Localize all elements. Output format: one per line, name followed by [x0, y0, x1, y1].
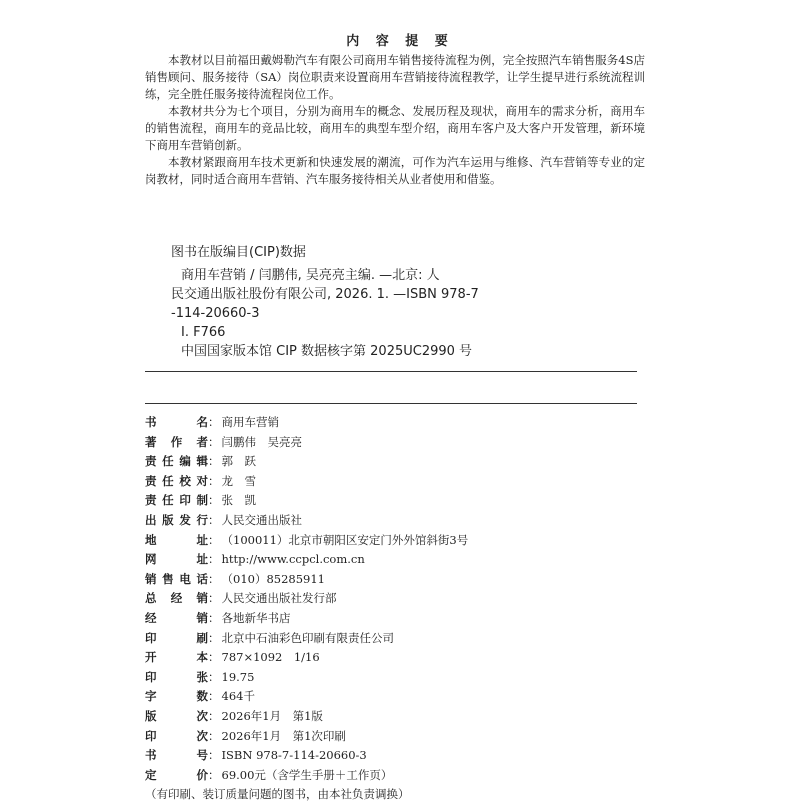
info-label: 版 次 [145, 708, 208, 723]
info-row: 印 次 ： 2026年1月 第1次印刷 [145, 727, 645, 747]
info-row: 地 址 ： （100011）北京市朝阳区安定门外外馆斜街3号 [145, 531, 645, 551]
info-row: 版 次 ： 2026年1月 第1版 [145, 707, 645, 727]
info-value: （100011）北京市朝阳区安定门外外馆斜街3号 [221, 532, 469, 547]
summary-paragraph: 本教材以目前福田戴姆勒汽车有限公司商用车销售接待流程为例，完全按照汽车销售服务4S店销售顾问、服务接待（SA）岗位职责来设置商用车营销接待流程教学，让学生提早进行系统流程训练，完全胜任服务接待流程岗位工作。 [145, 53, 645, 101]
info-value: （010）85285911 [221, 571, 325, 586]
info-value: 19.75 [221, 669, 255, 684]
info-value: 商用车营销 [221, 415, 279, 429]
info-label: 地 址 [145, 532, 208, 547]
info-value: ISBN 978-7-114-20660-3 [221, 748, 367, 763]
info-row: 著 作 者 ： 闫鹏伟 吴亮亮 [145, 433, 645, 453]
info-label: 著 作 者 [145, 434, 208, 449]
info-value: 北京中石油彩色印刷有限责任公司 [221, 630, 394, 645]
info-value: 464千 [221, 689, 255, 704]
info-label: 书 名 [145, 415, 208, 429]
info-row: 销售电话 ： （010）85285911 [145, 570, 645, 590]
cip-heading: 图书在版编目(CIP)数据 [171, 245, 306, 260]
info-value: 2026年1月 第1次印刷 [221, 728, 346, 743]
info-label: 经 销 [145, 610, 208, 625]
info-label: 印 刷 [145, 630, 208, 645]
website-link[interactable]: http://www.ccpcl.com.cn [221, 552, 365, 567]
divider-line [145, 403, 637, 404]
cip-block [171, 243, 641, 361]
info-label: 总 经 销 [145, 591, 208, 606]
info-label: 责任印制 [145, 493, 208, 508]
info-value: 各地新华书店 [221, 610, 291, 625]
info-row: 书 名 ： 商用车营销 [145, 413, 645, 433]
info-value: 2026年1月 第1版 [221, 708, 323, 723]
cip-line: 商用车营销 / 闫鹏伟, 吴亮亮主编. —北京: 人 [181, 268, 440, 283]
info-row: 字 数 ： 464千 [145, 687, 645, 707]
info-row: 总 经 销 ： 人民交通出版社发行部 [145, 589, 645, 609]
info-row: 责任印制 ： 张 凯 [145, 491, 645, 511]
info-row: 开 本 ： 787×1092 1/16 [145, 648, 645, 668]
summary-paragraph: 本教材紧跟商用车技术更新和快速发展的潮流，可作为汽车运用与维修、汽车营销等专业的定岗教材，同时适合商用车营销、汽车服务接待相关从业者使用和借鉴。 [145, 155, 645, 186]
info-value: 787×1092 1/16 [221, 650, 320, 665]
info-label: 开 本 [145, 650, 208, 665]
info-row: 责任编辑 ： 郭 跃 [145, 452, 645, 472]
info-value: 张 凯 [221, 493, 256, 508]
info-row: 印 张 ： 19.75 [145, 668, 645, 688]
info-label: 销售电话 [145, 571, 208, 586]
info-label: 印 张 [145, 669, 208, 684]
info-value: 龙 雪 [221, 473, 256, 488]
info-label: 定 价 [145, 767, 208, 782]
info-label: 责任校对 [145, 473, 208, 488]
info-value: 人民交通出版社发行部 [221, 591, 337, 606]
info-row: 印 刷 ： 北京中石油彩色印刷有限责任公司 [145, 629, 645, 649]
summary-paragraph: 本教材共分为七个项目，分别为商用车的概念、发展历程及现状，商用车的需求分析，商用车的销售流程，商用车的竞品比较，商用车的典型车型介绍，商用车客户及大客户开发管理，新环境下商用车营销创新。 [145, 104, 645, 152]
info-row: 经 销 ： 各地新华书店 [145, 609, 645, 629]
info-value: 闫鹏伟 吴亮亮 [221, 434, 302, 449]
summary-title: 内 容 提 要 [346, 34, 454, 49]
info-value: 69.00元（含学生手册＋工作页） [221, 767, 393, 782]
summary-text [145, 52, 645, 188]
info-row: 网 址 ： http://www.ccpcl.com.cn [145, 550, 645, 570]
info-row: 出版发行 ： 人民交通出版社 [145, 511, 645, 531]
info-value: 郭 跃 [221, 454, 256, 469]
publication-info [145, 413, 645, 805]
info-label: 责任编辑 [145, 454, 208, 469]
quality-note: （有印刷、装订质量问题的图书，由本社负责调换） [145, 787, 410, 802]
divider-line [145, 371, 637, 372]
info-label: 书 号 [145, 748, 208, 763]
info-value: 人民交通出版社 [221, 512, 302, 527]
info-label: 出版发行 [145, 512, 208, 527]
info-row: 定 价 ： 69.00元（含学生手册＋工作页） [145, 766, 645, 786]
cip-line: -114-20660-3 [171, 306, 260, 321]
cip-line: 民交通出版社股份有限公司, 2026. 1. —ISBN 978-7 [171, 287, 479, 302]
info-row: 责任校对 ： 龙 雪 [145, 472, 645, 492]
info-row: 书 号 ： ISBN 978-7-114-20660-3 [145, 746, 645, 766]
cip-classification: Ⅰ. F766 [181, 325, 226, 340]
info-label: 印 次 [145, 728, 208, 743]
cip-record-number: 中国国家版本馆 CIP 数据核字第 2025UC2990 号 [181, 344, 473, 359]
info-label: 网 址 [145, 552, 208, 567]
info-label: 字 数 [145, 689, 208, 704]
